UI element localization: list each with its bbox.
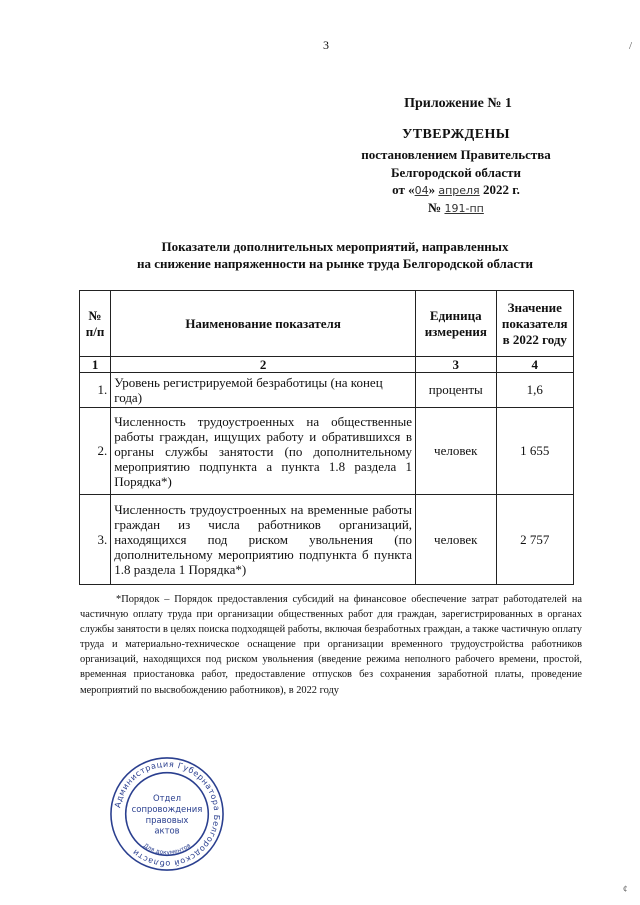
- row-name: Численность трудоустроенных на временные работы граждан из числа работников организаций, находящихся под риском увольнения (по дополнительному мероприятию подпункта б пункта 1.8 раздела 1 Порядка*): [111, 495, 416, 585]
- stamp-line: правовых: [145, 814, 189, 825]
- approval-date: [340, 181, 572, 200]
- approval-region: Белгородской области: [390, 165, 522, 180]
- approval-number: [340, 199, 572, 218]
- stamp-line: сопровождения: [131, 804, 203, 815]
- row-name: Численность трудоустроенных на общественные работы граждан, ищущих работу и обратившихся в органы службы занятости (по дополнительному мероприятию подпункта а пункта 1.8 раздела 1 Порядка*): [111, 408, 416, 495]
- row-num: 2.: [80, 408, 111, 495]
- date-prefix: от «: [392, 182, 415, 197]
- stamp-line: актов: [154, 825, 180, 836]
- stamp-line: Отдел: [153, 793, 181, 804]
- index-cell: 1: [80, 357, 111, 373]
- appendix-label: Приложение № 1: [404, 96, 512, 111]
- approval-resolution: постановлением Правительства: [361, 147, 551, 162]
- date-year: 2022 г.: [482, 182, 520, 197]
- stamp-ring-bottom: Для документов: [141, 842, 193, 857]
- row-unit: проценты: [416, 373, 496, 408]
- date-month: апреля: [438, 184, 480, 197]
- table-row: [80, 373, 574, 408]
- table-row: [80, 495, 574, 585]
- header-unit: Единица измерения: [416, 291, 496, 357]
- stamp-ring-text: Администрация Губернатора Белгородской области: [113, 759, 222, 869]
- header-num: № п/п: [80, 291, 111, 357]
- footnote: *Порядок – Порядок предоставления субсидий на финансовое обеспечение затрат работодателей на частичную оплату труда при организации общественных работ для граждан, зарегистрированных в органах службы занятости в целях поиска подходящей работы, включая безработных граждан, а также частичную оплату труда и материально-техническое оснащение при организации временного трудоустройства работников организаций, находящихся под риском увольнения (введение режима неполного рабочего времени, простой, временная приостановка работ, предоставление отпусков без сохранения заработной платы, проведение мероприятий по высвобождению работников), в 2022 году: [80, 594, 582, 696]
- index-cell: 3: [416, 357, 496, 373]
- row-unit: человек: [416, 408, 496, 495]
- date-mid: »: [428, 182, 436, 197]
- index-row: [80, 357, 574, 373]
- seal-stamp: [108, 755, 226, 873]
- row-unit: человек: [416, 495, 496, 585]
- header-value: Значение показателя в 2022 году: [496, 291, 573, 357]
- index-cell: 4: [496, 357, 573, 373]
- approved-heading: УТВЕРЖДЕНЫ: [402, 127, 510, 142]
- index-cell: 2: [111, 357, 416, 373]
- row-name: Уровень регистрируемой безработицы (на конец года): [111, 373, 416, 408]
- row-value: 1,6: [496, 373, 573, 408]
- edge-mark: ¢: [623, 884, 628, 894]
- row-num: 1.: [80, 373, 111, 408]
- title-line-1: Показатели дополнительных мероприятий, направленных: [161, 239, 509, 254]
- date-day: 04: [414, 184, 429, 197]
- stamp-center: [132, 793, 203, 835]
- row-num: 3.: [80, 495, 111, 585]
- row-value: 2 757: [496, 495, 573, 585]
- table-header-row: [80, 291, 574, 357]
- document-title: [70, 238, 600, 272]
- number-prefix: №: [428, 200, 442, 215]
- table-row: [80, 408, 574, 495]
- page-number: 3: [323, 38, 329, 52]
- corner-mark: /: [629, 40, 633, 52]
- row-value: 1 655: [496, 408, 573, 495]
- title-line-2: на снижение напряженности на рынке труда Белгородской области: [136, 256, 533, 271]
- indicators-table: [79, 290, 574, 585]
- header-name: Наименование показателя: [111, 291, 416, 357]
- number-value: 191-пп: [444, 202, 484, 215]
